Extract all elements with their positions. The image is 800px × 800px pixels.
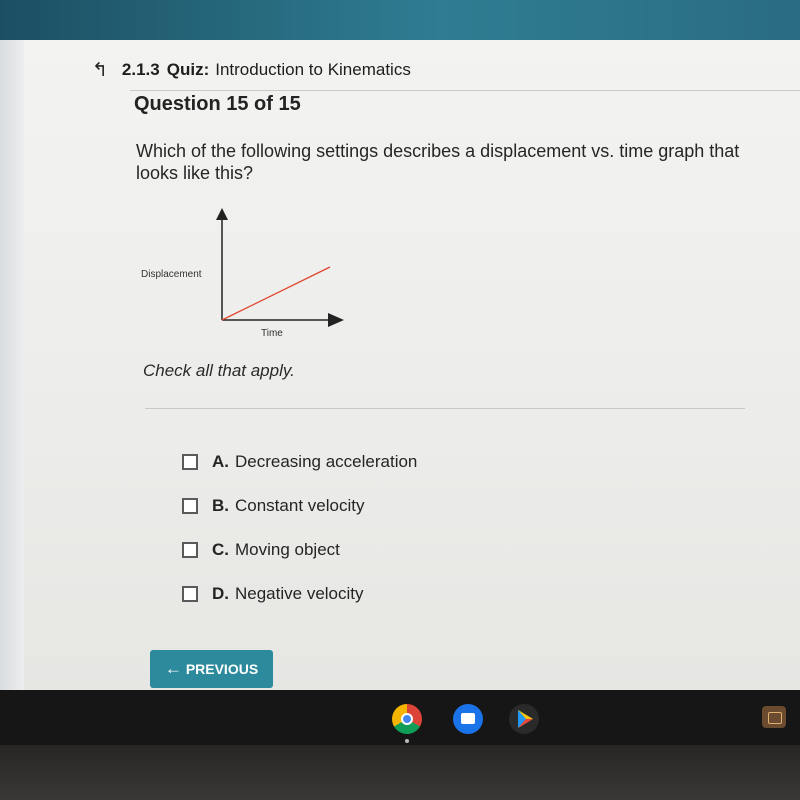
monitor-top-bezel (0, 0, 800, 40)
option-b[interactable] (182, 484, 417, 528)
play-store-icon[interactable] (509, 704, 539, 734)
option-letter: B. (212, 496, 229, 515)
chrome-icon[interactable] (392, 704, 422, 734)
y-axis-label: Displacement (141, 269, 202, 280)
notification-icon[interactable] (762, 706, 786, 728)
quiz-title: Introduction to Kinematics (215, 60, 411, 79)
graph-line (222, 267, 330, 320)
quiz-number: 2.1.3 (121, 60, 160, 79)
previous-button[interactable] (150, 650, 273, 688)
instruction-divider (145, 408, 745, 409)
option-text: Constant velocity (235, 496, 365, 515)
checkbox[interactable] (182, 454, 198, 470)
option-letter: A. (212, 452, 229, 471)
y-axis-arrow-icon (216, 208, 228, 220)
quiz-screen (0, 40, 800, 690)
checkbox[interactable] (182, 542, 198, 558)
left-side-panel (0, 40, 24, 690)
option-c[interactable] (182, 528, 417, 572)
question-text: Which of the following settings describes a displacement vs. time graph that looks like this? (136, 141, 740, 183)
previous-label: PREVIOUS (185, 661, 259, 677)
option-text: Moving object (235, 540, 340, 559)
checkbox[interactable] (182, 498, 198, 514)
arrow-left-icon: ← (164, 659, 182, 678)
option-a[interactable] (182, 440, 417, 484)
os-shelf (0, 690, 800, 745)
option-d[interactable] (182, 572, 417, 616)
x-axis-arrow-icon (328, 313, 344, 327)
instruction-text: Check all that apply. (143, 361, 295, 380)
checkbox[interactable] (182, 586, 198, 602)
option-letter: C. (212, 540, 229, 559)
chrome-running-indicator (405, 739, 409, 743)
quiz-header (92, 58, 411, 82)
x-axis-label: Time (261, 328, 283, 339)
answer-options (182, 440, 417, 616)
question-title: Question 15 of 15 (134, 93, 301, 115)
option-text: Negative velocity (235, 584, 364, 603)
displacement-time-graph (138, 208, 358, 346)
quiz-label: Quiz: (166, 60, 210, 79)
option-letter: D. (212, 584, 229, 603)
back-arrow-icon[interactable]: ↰ (92, 59, 108, 81)
option-text: Decreasing acceleration (235, 452, 418, 471)
files-icon[interactable] (453, 704, 483, 734)
laptop-bottom-bezel (0, 745, 800, 800)
header-divider (130, 90, 800, 91)
